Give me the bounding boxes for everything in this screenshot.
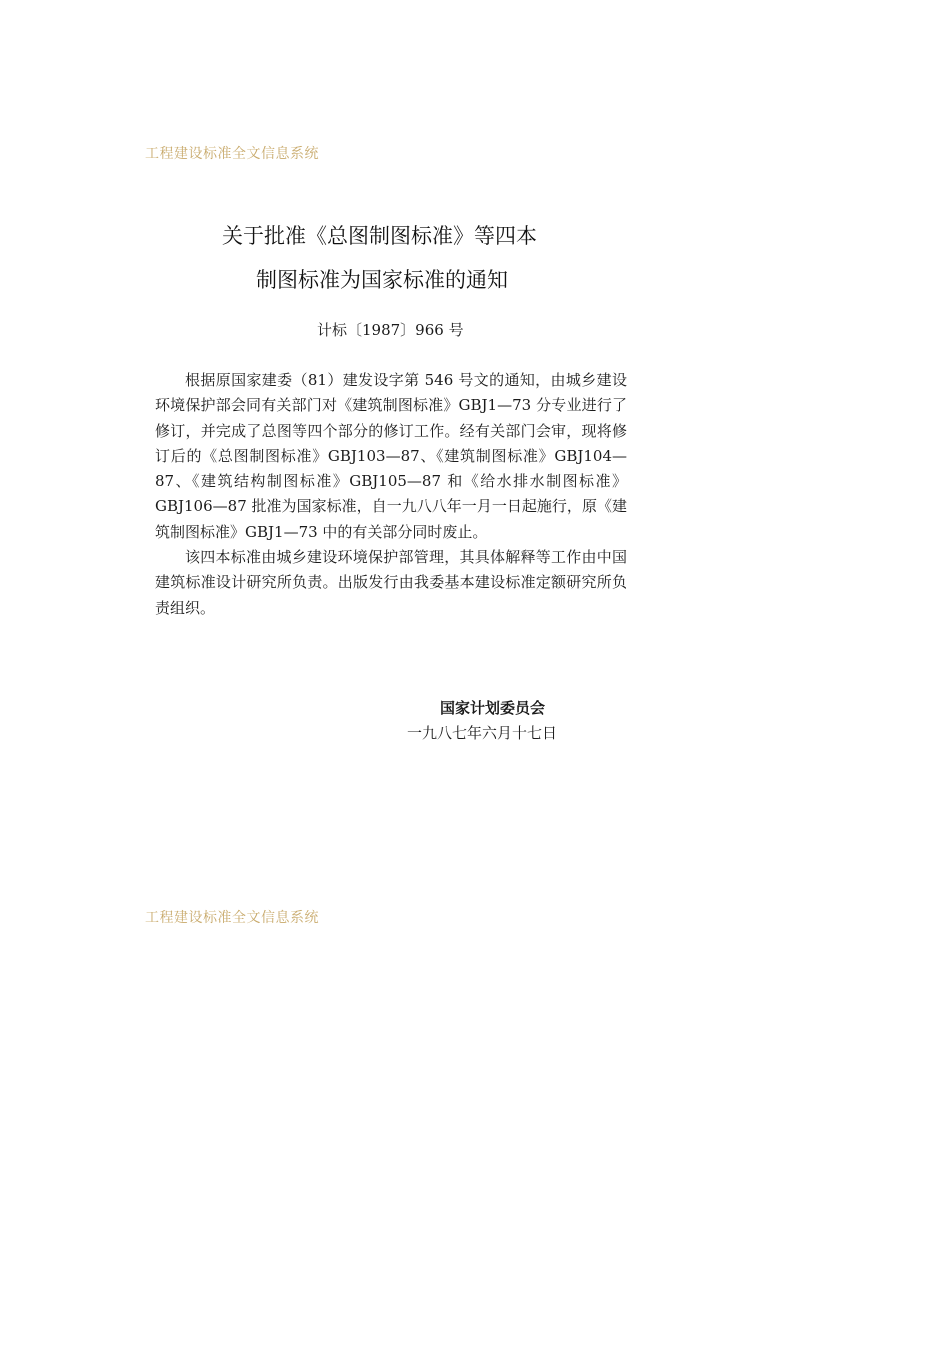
issue-date: 一九八七年六月十七日	[407, 724, 558, 742]
document-title-line-1: 关于批准《总图制图标准》等四本	[222, 224, 537, 248]
watermark-header: 工程建设标准全文信息系统	[145, 146, 319, 162]
body-paragraph-1: 根据原国家建委（81）建发设字第 546 号文的通知，由城乡建设环境保护部会同有关部门对《建筑制图标准》GBJ1—73 分专业进行了修订，并完成了总图等四个部分的修订工作。经有关部门会审，现将修订后的《总图制图标准》GBJ103—87、《建筑制图标准》GBJ104—87、《建筑结构制图标准》GBJ105—87 和《给水排水制图标准》GBJ106—87 批准为国家标准，自一九八八年一月一日起施行，原《建筑制图标准》GBJ1—73 中的有关部分同时废止。	[155, 371, 627, 541]
document-body	[155, 368, 627, 621]
body-paragraph-2: 该四本标准由城乡建设环境保护部管理，其具体解释等工作由中国建筑标准设计研究所负责。出版发行由我委基本建设标准定额研究所负责组织。	[155, 548, 627, 617]
document-title-line-2: 制图标准为国家标准的通知	[256, 268, 508, 292]
document-number: 计标〔1987〕966 号	[317, 321, 464, 339]
watermark-footer: 工程建设标准全文信息系统	[145, 910, 319, 926]
issuing-authority: 国家计划委员会	[440, 699, 546, 717]
